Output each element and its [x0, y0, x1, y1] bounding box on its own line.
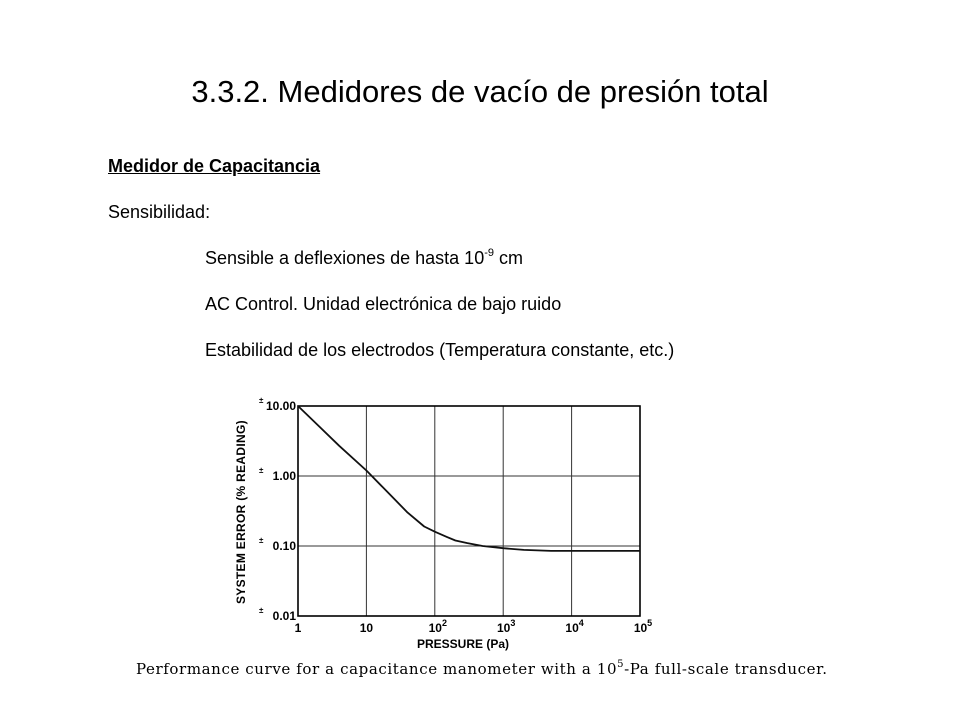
plot-frame — [298, 406, 640, 616]
x-tick-label-5: $10^5$ — [633, 618, 653, 635]
figure-caption — [136, 660, 828, 678]
performance-chart — [225, 388, 665, 638]
slide-title: 3.3.2. Medidores de vacío de presión total — [191, 74, 769, 109]
figure-caption-text: Performance curve for a capacitance manometer with a 10 — [136, 660, 618, 678]
sensitivity-label: Sensibilidad: — [108, 202, 211, 222]
y-tick-label-1: 1.00 — [272, 469, 296, 483]
x-tick-label-3: $10^3$ — [497, 618, 516, 635]
chart-x-axis-label: PRESSURE (Pa) — [417, 637, 510, 651]
bullet-deflection-exponent: -9 — [484, 247, 494, 259]
bullet-deflection-unit: cm — [493, 248, 523, 268]
chart-y-axis-label: SYSTEM ERROR (% READING) — [234, 420, 248, 604]
y-tick-label-0: 10.00 — [265, 399, 296, 413]
section-heading: Medidor de Capacitancia — [108, 156, 321, 176]
bullet-electrode-stability: Estabilidad de los electrodos (Temperatura constante, etc.) — [205, 340, 675, 360]
y-tick-label-2: 0.10 — [272, 539, 296, 553]
x-tick-label-2: $10^2$ — [428, 618, 447, 635]
y-tick-pm-2: ± — [259, 536, 264, 545]
x-tick-label-4: $10^4$ — [565, 618, 584, 635]
x-tick-label-1: 10 — [359, 621, 374, 635]
series-line-0 — [298, 406, 640, 551]
y-tick-pm-3: ± — [259, 606, 264, 615]
y-tick-label-3: 0.01 — [272, 609, 296, 623]
bullet-deflection-text: Sensible a deflexiones de hasta 10 — [205, 248, 485, 268]
bullet-ac-control: AC Control. Unidad electrónica de bajo ruido — [205, 294, 562, 314]
y-tick-pm-0: ± — [259, 396, 264, 405]
bullet-deflection — [205, 248, 523, 269]
figure-caption-exponent: 5 — [617, 659, 625, 670]
figure-caption-text-end: -Pa full-scale transducer. — [624, 660, 828, 678]
x-tick-label-0: 1 — [294, 621, 302, 635]
y-tick-pm-1: ± — [259, 466, 264, 475]
